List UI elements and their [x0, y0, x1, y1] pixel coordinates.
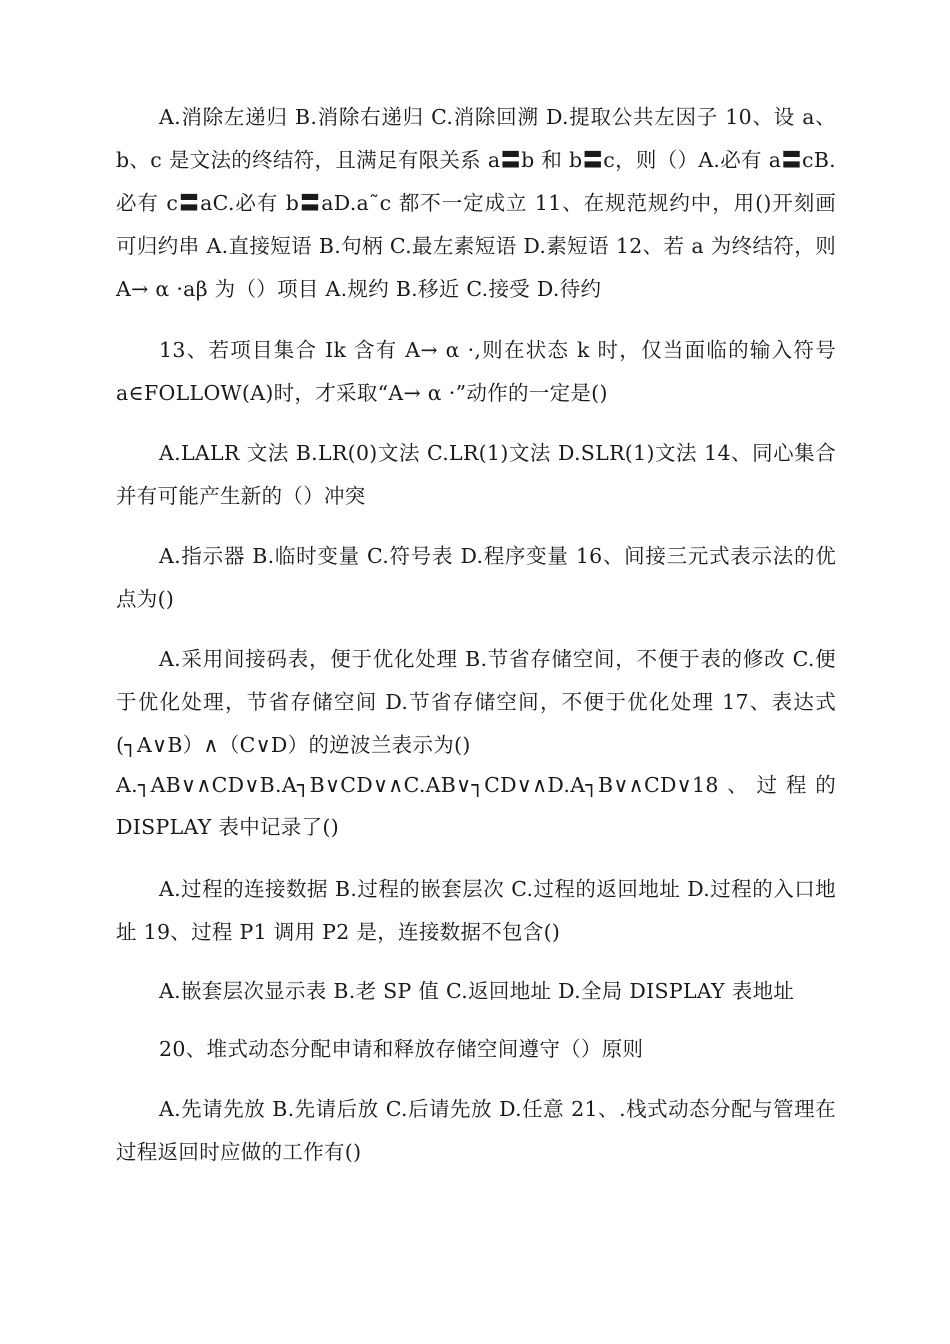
paragraph-q9-q12: A.消除左递归 B.消除右递归 C.消除回溯 D.提取公共左因子 10、设 a、b、c 是文法的终结符，且满足有限关系 a〓b 和 b〓c，则（）A.必有 a〓cB.必有 c〓aC.必有 b〓aD.a˜c 都不一定成立 11、在规范规约中，用()开刻画可归约串 A.直接短语 B.句柄 C.最左素短语 D.素短语 12、若 a 为终结符，则 A→ α ·aβ 为（）项目 A.规约 B.移近 C.接受 D.待约	[116, 105, 836, 301]
paragraph-q18-options: A.过程的连接数据 B.过程的嵌套层次 C.过程的返回地址 D.过程的入口地址 19、过程 P1 调用 P2 是，连接数据不包含()	[116, 877, 836, 944]
paragraph-q17-options: A.┐AB∨∧CD∨B.A┐B∨CD∨∧C.AB∨┐CD∨∧D.A┐B∨∧CD∨18、过程的 DISPLAY 表中记录了()	[116, 773, 836, 839]
paragraph-q16-options: A.采用间接码表，便于优化处理 B.节省存储空间，不便于表的修改 C.便于优化处理，节省存储空间 D.节省存储空间，不便于优化处理 17、表达式(┐A∨B）∧（C∨D）的逆波兰表示为()	[116, 647, 836, 757]
paragraph-q13: 13、若项目集合 Ik 含有 A→ α ·,则在状态 k 时，仅当面临的输入符号 a∈FOLLOW(A)时，才采取“A→ α ·”动作的一定是()	[116, 338, 836, 405]
paragraph-q20-options: A.先请先放 B.先请后放 C.后请先放 D.任意 21、.栈式动态分配与管理在过程返回时应做的工作有()	[116, 1097, 836, 1164]
paragraph-q13-options: A.LALR 文法 B.LR(0)文法 C.LR(1)文法 D.SLR(1)文法 14、同心集合并有可能产生新的（）冲突	[116, 441, 836, 508]
paragraph-q15-options: A.指示器 B.临时变量 C.符号表 D.程序变量 16、间接三元式表示法的优点为()	[116, 544, 836, 611]
paragraph-q20: 20、堆式动态分配申请和释放存储空间遵守（）原则	[159, 1037, 644, 1061]
paragraph-q19-options: A.嵌套层次显示表 B.老 SP 值 C.返回地址 D.全局 DISPLAY 表地址	[159, 979, 795, 1003]
